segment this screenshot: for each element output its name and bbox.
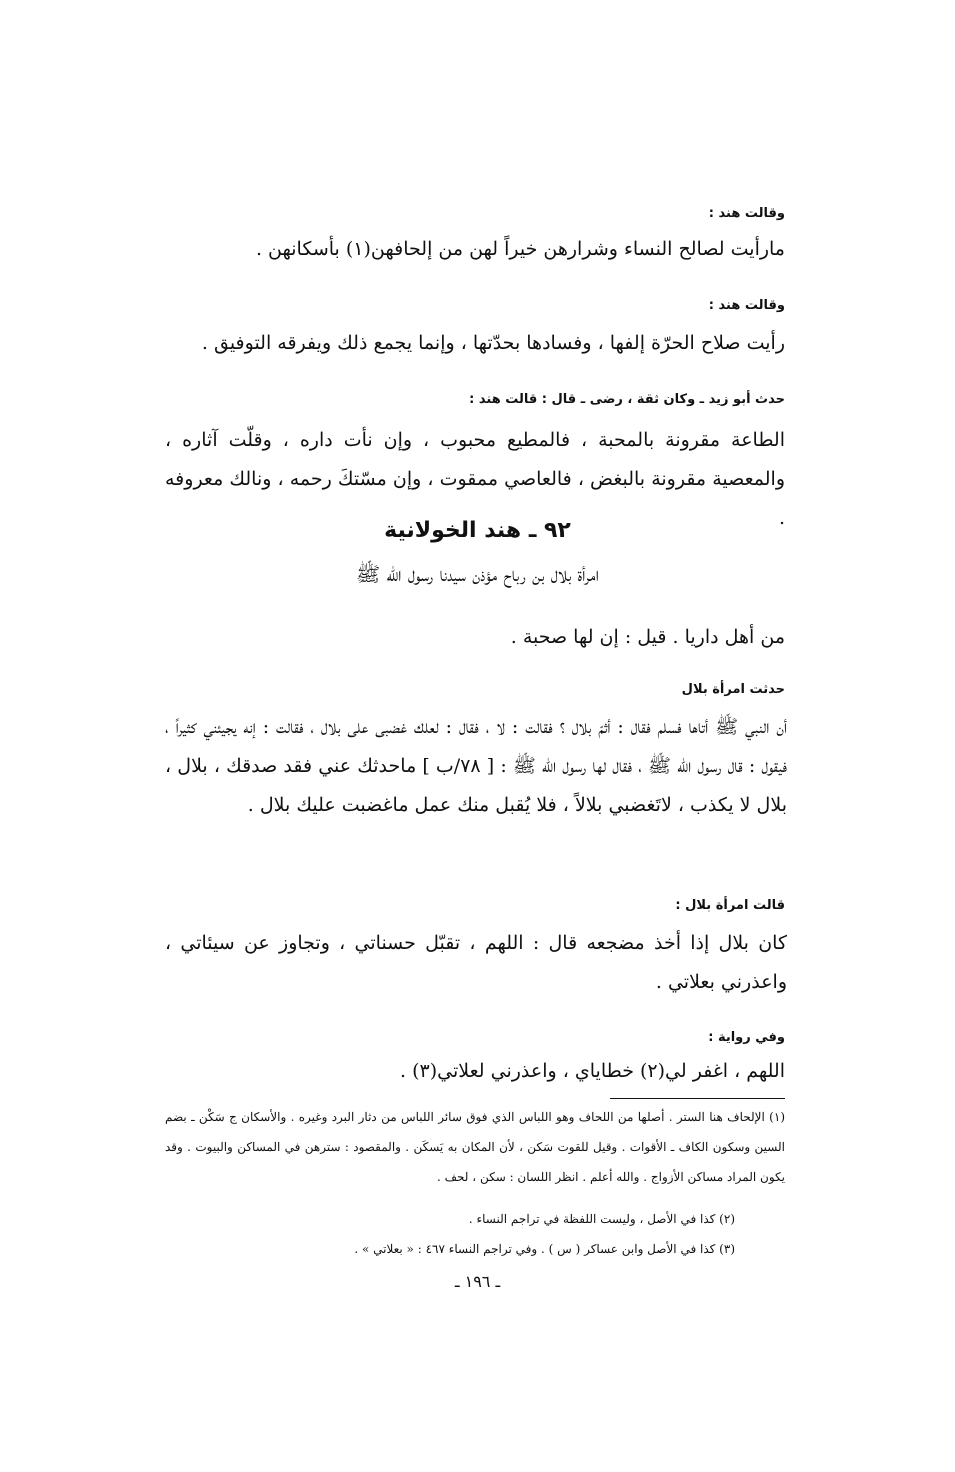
- entry-intro: من أهل داريا . قيل : إن لها صحبة .: [510, 626, 785, 648]
- section-1-text: مارأيت لصالح النساء وشرارهن خيراً لهن من إلحافهن(١) بأسكانهن .: [255, 238, 785, 260]
- footnote-divider: [610, 1098, 785, 1099]
- entry-paragraph-1: أن النبي ﷺ أتاها فسلم فقال : أثمّ بلال ؟ فقالت : لا ، فقال : لعلك غضبى على بلال ، فقالت : إنه يجيئني كثيراً ، فيقول : قال رسول الله ﷺ ، فقال لها رسول الله ﷺ : [ ٧٨/ب ] ماحدثك عني فقد صدقك ، بلال ، بلال لا يكذب ، لاتَغضبي بلالاً ، فلا يُقبل منك عمل ماغضبت عليك بلال .: [165, 716, 787, 816]
- entry-label-1: حدثت امرأة بلال: [681, 682, 785, 697]
- footnote-3: (٣) كذا في الأصل وابن عساكر ( س ) . وفي تراجم النساء ٤٦٧ : « بعلاتي » .: [354, 1242, 735, 1256]
- entry-paragraph-3: اللهم ، اغفر لي(٢) خطاياي ، واعذرني لعلاتي(٣) .: [400, 1060, 785, 1082]
- footnote-2: (٢) كذا في الأصل ، وليست اللفظة في تراجم النساء .: [468, 1212, 735, 1226]
- section-3-text: الطاعة مقرونة بالمحبة ، فالمطيع محبوب ، وإن نأت داره ، وقلّت آثاره ، والمعصية مقرونة بالبغض ، فالعاصي ممقوت ، وإن مسّتكَ رحمه ، ونالك معروفه .: [165, 429, 785, 529]
- entry-subtitle: امرأة بلال بن رباح مؤذن سيدنا رسول الله ﷺ: [356, 562, 599, 586]
- section-3-label: حدث أبو زيد ـ وكان ثقة ، رضى ـ قال : قالت هند :: [469, 392, 785, 407]
- entry-paragraph-2: كان بلال إذا أخذ مضجعه قال : اللهم ، تقبّل حسناتي ، وتجاوز عن سيئاتي ، واعذرني بعلاتي .: [165, 932, 787, 993]
- section-2-text: رأيت صلاح الحرّة إلفها ، وفسادها بحدّتها ، وإنما يجمع ذلك ويفرقه التوفيق .: [201, 332, 785, 354]
- entry-title: ٩٢ ـ هند الخولانية: [384, 518, 571, 543]
- entry-label-2: قالت امرأة بلال :: [675, 898, 785, 913]
- section-2-label: وقالت هند :: [708, 298, 785, 313]
- section-1-label: وقالت هند :: [708, 206, 785, 221]
- entry-label-3: وفي رواية :: [708, 1030, 785, 1045]
- page-number: ـ ١٩٦ ـ: [454, 1272, 501, 1291]
- footnote-1: (١) الإلحاف هنا الستر . أصلها من اللحاف وهو اللباس الذي فوق سائر اللباس من دثار البرد وغيره . والأسكان ج سَكْن ـ بضم السين وسكون الكاف ـ الأقوات . وقيل للقوت سَكن ، لأن المكان به يَسكَن . والمقصود : سترهن في المساكن والبيوت . وقد يكون المراد مساكن الأزواج . والله أعلم . انظر اللسان : سكن ، لحف .: [165, 1110, 785, 1184]
